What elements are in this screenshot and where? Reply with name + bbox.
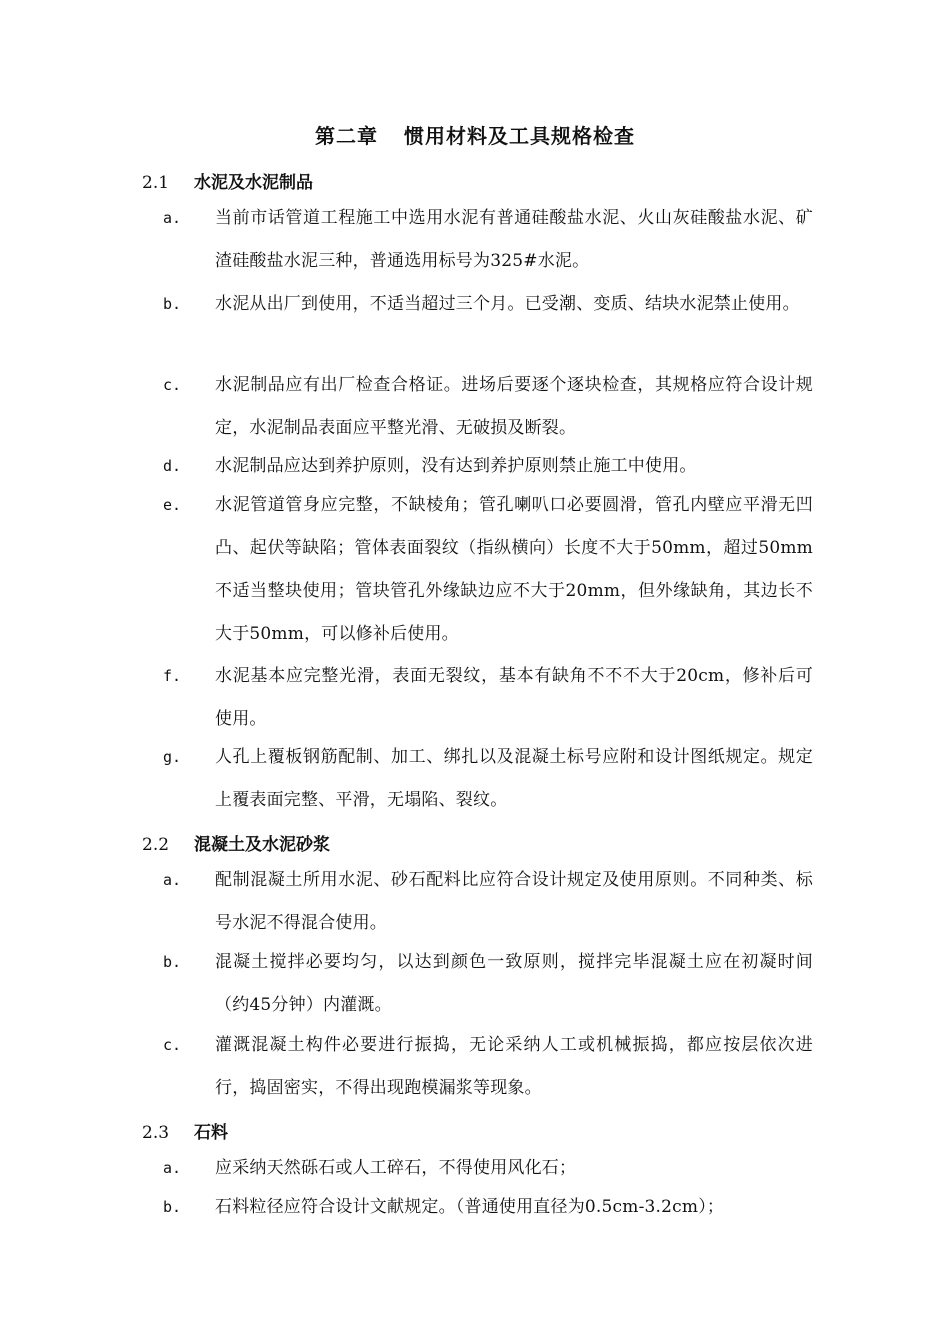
item-letter: e. xyxy=(163,496,182,514)
item-letter: c. xyxy=(163,1036,182,1054)
chapter-title xyxy=(0,120,950,149)
item-text: 水泥制品应达到养护原则，没有达到养护原则禁止施工中使用。 xyxy=(215,456,697,476)
chapter-name: 惯用材料及工具规格检查 xyxy=(404,124,635,148)
list-item-2-1-c xyxy=(163,364,813,450)
item-text: 应采纳天然砾石或人工碎石，不得使用风化石； xyxy=(215,1158,577,1178)
section-heading-2-2 xyxy=(142,830,330,855)
list-item-2-1-g xyxy=(163,736,813,822)
list-item-2-2-b xyxy=(163,941,813,1027)
section-title: 石料 xyxy=(194,1123,228,1143)
item-letter: d. xyxy=(163,457,182,475)
item-letter: f. xyxy=(163,667,182,685)
item-text: 水泥基本应完整光滑，表面无裂纹，基本有缺角不不不大于20cm，修补后可使用。 xyxy=(215,666,813,729)
list-item-2-3-a xyxy=(163,1147,813,1190)
item-letter: c. xyxy=(163,376,182,394)
item-letter: b. xyxy=(163,953,182,971)
section-number: 2.2 xyxy=(142,835,170,855)
section-heading-2-3 xyxy=(142,1118,228,1143)
section-number: 2.3 xyxy=(142,1123,170,1143)
item-text: 混凝土搅拌必要均匀，以达到颜色一致原则，搅拌完毕混凝土应在初凝时间（约45分钟）内灌溉。 xyxy=(215,952,813,1015)
item-letter: a. xyxy=(163,209,182,227)
item-text: 当前市话管道工程施工中选用水泥有普通硅酸盐水泥、火山灰硅酸盐水泥、矿渣硅酸盐水泥三种，普通选用标号为325#水泥。 xyxy=(215,208,813,271)
list-item-2-3-b xyxy=(163,1186,813,1229)
list-item-2-1-d xyxy=(163,445,813,488)
item-text: 水泥从出厂到使用，不适当超过三个月。已受潮、变质、结块水泥禁止使用。 xyxy=(215,294,800,314)
list-item-2-2-a xyxy=(163,859,813,945)
item-text: 石料粒径应符合设计文献规定。（普通使用直径为0.5cm-3.2cm）； xyxy=(215,1197,725,1217)
section-title: 混凝土及水泥砂浆 xyxy=(194,835,330,855)
item-text: 水泥制品应有出厂检查合格证。进场后要逐个逐块检查，其规格应符合设计规定，水泥制品表面应平整光滑、无破损及断裂。 xyxy=(215,375,813,438)
item-text: 人孔上覆板钢筋配制、加工、绑扎以及混凝土标号应附和设计图纸规定。规定上覆表面完整、平滑，无塌陷、裂纹。 xyxy=(215,747,813,810)
item-letter: a. xyxy=(163,871,182,889)
item-text: 配制混凝土所用水泥、砂石配料比应符合设计规定及使用原则。不同种类、标号水泥不得混合使用。 xyxy=(215,870,813,933)
item-text: 灌溉混凝土构件必要进行振捣，无论采纳人工或机械振捣，都应按层依次进行，捣固密实，不得出现跑模漏浆等现象。 xyxy=(215,1035,813,1098)
item-letter: b. xyxy=(163,1198,182,1216)
item-letter: a. xyxy=(163,1159,182,1177)
section-heading-2-1 xyxy=(142,168,313,193)
list-item-2-1-a xyxy=(163,197,813,283)
list-item-2-1-f xyxy=(163,655,813,741)
section-title: 水泥及水泥制品 xyxy=(194,173,313,193)
list-item-2-1-e xyxy=(163,484,813,656)
item-letter: b. xyxy=(163,295,182,313)
list-item-2-2-c xyxy=(163,1024,813,1110)
section-number: 2.1 xyxy=(142,173,170,193)
item-letter: g. xyxy=(163,748,182,766)
chapter-number: 第二章 xyxy=(315,124,378,148)
list-item-2-1-b xyxy=(163,283,813,326)
item-text: 水泥管道管身应完整，不缺棱角；管孔喇叭口必要圆滑，管孔内壁应平滑无凹凸、起伏等缺陷；管体表面裂纹（指纵横向）长度不大于50mm，超过50mm不适当整块使用；管块管孔外缘缺边应不大于20mm，但外缘缺角，其边长不大于50mm，可以修补后使用。 xyxy=(215,495,813,644)
